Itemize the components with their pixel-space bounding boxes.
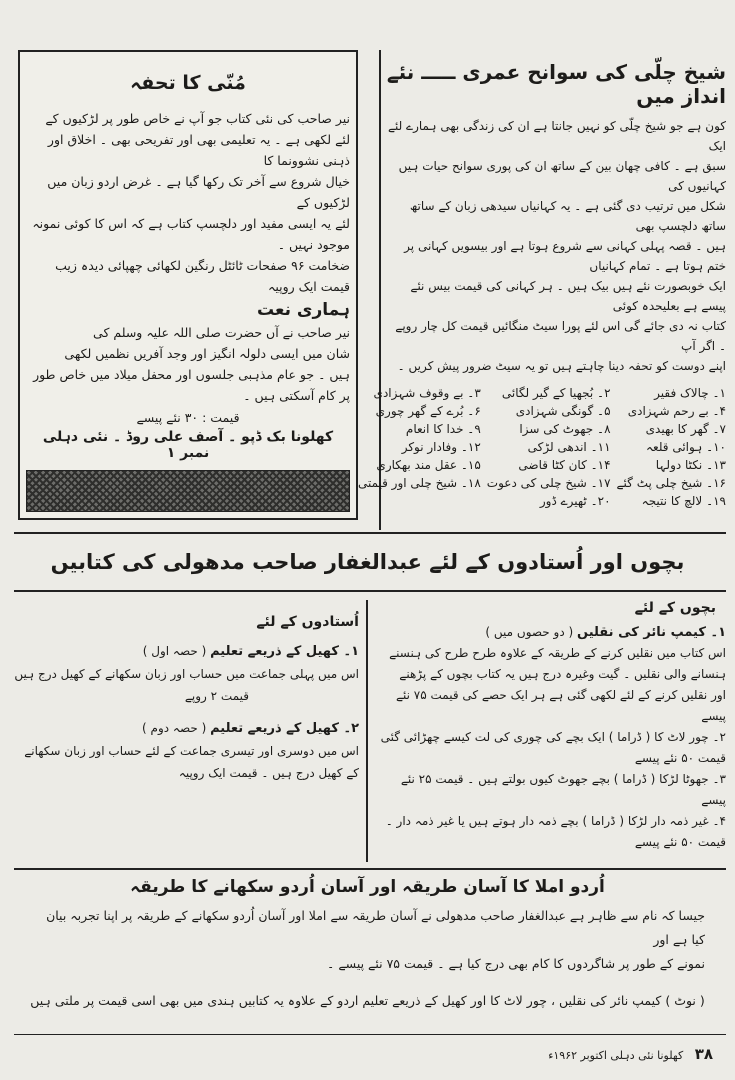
naat-body [26, 322, 350, 406]
story-line: شکل میں ترتیب دی گئی ہے ۔ یہ کہانیاں سیدھی زبان کے ساتھ ساتھ دلچسپ بھی [409, 199, 726, 233]
book-line: اس کتاب میں نقلیں کرنے کے طریقہ کے علاوہ طرح طرح کی ہنسنے [389, 646, 726, 660]
book-line: اس میں پہلی جماعت میں حساب اور زبان سکھانے کے کھیل درج ہیں [14, 667, 359, 681]
list-item: ۱۷۔ شیخ چلی کی دعوت [486, 476, 611, 490]
sheikh-chilli-ad [357, 50, 726, 530]
list-item: ۱۵۔ عقل مند بھکاری [376, 458, 481, 472]
list-item: ۱۹۔ لالچ کا نتیجہ [641, 494, 726, 508]
list-item: ۲۰۔ ٹھیرے ڈور [539, 494, 611, 508]
list-item: ۱۴۔ کان کٹا قاضی [518, 458, 611, 472]
story-line: ہیں ۔ قصہ پہلی کہانی سے شروع ہوتا ہے اور بیسویں کہانی پر ختم ہوتا ہے ۔ تمام کہانیاں [404, 239, 726, 273]
book-title: ۱۔ کھیل کے ذریعے تعلیم [210, 644, 359, 659]
books-section [14, 600, 726, 865]
book-title: ۱۔ کیمپ نائر کی نقلیں [577, 625, 726, 640]
list-item: ۱۲۔ وفادار نوکر [401, 440, 481, 454]
naat-price: قیمت : ۳۰ نئے پیسے [136, 410, 240, 425]
story-titles-list [357, 386, 726, 508]
gift-ad-box [18, 50, 358, 520]
list-item: ۹۔ خدا کا انعام [405, 422, 481, 436]
list-item: ۱۰۔ ہوائی قلعہ [646, 440, 726, 454]
book-note: ( حصہ دوم ) [142, 721, 207, 735]
book-note: ( دو حصوں میں ) [485, 625, 574, 639]
list-item: ۱۱۔ اندھی لڑکی [527, 440, 611, 454]
story-line: سبق ہے ۔ کافی چھان بین کے ساتھ ان کی پوری سوانح حیات ہیں کہانیوں کی [398, 159, 726, 193]
book-line: ۲۔ چور لاٹ کا ( ڈراما ) ایک بچے کی چوری کی لت کیسے چھڑائی گئی قیمت ۵۰ نئے پیسے [380, 730, 726, 765]
story-line: اپنے دوست کو تحفہ دینا چاہتے ہیں تو یہ سیٹ ضرور پیش کریں ۔ [397, 359, 726, 373]
gift-line: ضخامت ۹۶ صفحات ٹائٹل رنگین لکھائی چھپائی دیدہ زیب قیمت ایک روپیہ [55, 258, 350, 294]
teachers-label: اُستادوں کے لئے [256, 614, 359, 630]
method-line: جیسا کہ نام سے ظاہر ہے عبدالغفار صاحب مدھولی نے آسان طریقہ سے املا اور آسان اُردو سکھانے کے طریقہ پر اپنا تجربہ بیان کیا ہے اور [46, 908, 705, 947]
column-divider [366, 600, 368, 862]
book-entry [376, 622, 726, 643]
gift-title: مُنّی کا تحفہ [130, 72, 246, 94]
book-entry [14, 640, 359, 663]
page-number: ۳۸ [694, 1045, 713, 1063]
book-title: ۲۔ کھیل کے ذریعے تعلیم [210, 721, 359, 736]
book-line: ہنسانے والی نقلیں ۔ گیت وغیرہ درج ہیں یہ کتاب بچوں کے پڑھنے [399, 667, 726, 681]
book-line: اس میں دوسری اور تیسری جماعت کے لئے حساب اور زبان سکھانے [24, 744, 359, 758]
list-item: ۳۔ بے وقوف شہزادی [373, 386, 481, 400]
book-line: ۳۔ جھوٹا لڑکا ( ڈراما ) بچے جھوٹ کیوں بولتے ہیں ۔ قیمت ۲۵ نئے پیسے [400, 772, 726, 807]
list-item: ۱۶۔ شیخ چلی پٹ گئے [616, 476, 726, 490]
story-line: کتاب نہ دی جائے گی اس لئے پورا سیٹ منگائیں قیمت کل چار روپے ۔ اگر آپ [395, 319, 726, 353]
gift-line: نیر صاحب کی نئی کتاب جو آپ نے خاص طور پر لڑکیوں کے [45, 111, 350, 126]
book-line: قیمت ۲ روپے [184, 689, 249, 703]
page-footer [548, 1045, 713, 1063]
hatched-band [26, 470, 350, 512]
list-item: ۲۔ بُجھیا کے گیر لگائی [501, 386, 611, 400]
method-title: اُردو املا کا آسان طریقہ اور آسان اُردو سکھانے کا طریقہ [130, 877, 605, 897]
teacher-books [14, 614, 359, 784]
top-section [14, 40, 726, 530]
list-item: ۵۔ گونگی شہزادی [515, 404, 611, 418]
footer-divider [14, 1034, 726, 1035]
naat-line: نیر صاحب نے آں حضرت صلی اللہ علیہ وسلم کی [93, 325, 350, 340]
kids-label: بچوں کے لئے [634, 600, 716, 616]
list-item: ۴۔ بے رحم شہزادی [627, 404, 726, 418]
gift-line: خیال شروع سے آخر تک رکھا گیا ہے ۔ غرض اردو زبان میں لڑکیوں کے [47, 174, 350, 210]
book-entry [14, 717, 359, 740]
publisher-line: کھلونا بک ڈپو ۔ آصف علی روڈ ۔ نئی دہلی نمبر ۱ [42, 429, 334, 461]
section-divider [14, 590, 726, 592]
note-line: ( نوٹ ) کیمپ نائر کی نقلیں ، چور لاٹ کا اور کھیل کے ذریعے تعلیم اردو کے علاوہ یہ کتابیں ہندی میں بھی اسی قیمت پر ملتی ہیں [30, 993, 705, 1008]
book-line: اور نقلیں کرنے کے لئے لکھی گئی ہے ہر ایک حصے کی قیمت ۷۵ نئے پیسے [395, 688, 726, 723]
story-line: کون ہے جو شیخ چلّی کو نہیں جانتا ہے ان کی زندگی بھی ہمارے لئے ایک [387, 119, 726, 153]
story-body [386, 116, 726, 376]
story-line: ایک خوبصورت نئے ہیں بیک ہیں ۔ ہر کہانی کی قیمت بیس نئے پیسے ہے بعلیحدہ کوئی [410, 279, 726, 313]
gift-line: لئے لکھی ہے ۔ یہ تعلیمی بھی اور تفریحی بھی ۔ اخلاق اور ذہنی نشوونما کا [47, 132, 350, 168]
method-line: نمونے کے طور پر شاگردوں کا کام بھی درج کیا ہے ۔ قیمت ۷۵ نئے پیسے ۔ [327, 956, 705, 971]
list-item: ۱۳۔ نکٹا دولہا [655, 458, 726, 472]
method-body [30, 904, 705, 976]
issue-info: کھلونا نئی دہلی اکتوبر ۱۹۶۲ء [548, 1049, 684, 1062]
books-title: بچوں اور اُستادوں کے لئے عبدالغفار صاحب مدھولی کی کتابیں [50, 550, 685, 574]
naat-title: ہماری نعت [256, 300, 350, 320]
list-item: ۷۔ گھر کا بھیدی [645, 422, 726, 436]
story-title: شیخ چلّی کی سوانح عمری ـــــ نئے انداز میں [386, 60, 726, 108]
kids-books [376, 600, 726, 853]
gift-body [26, 108, 350, 297]
naat-line: ہیں ۔ جو عام مذہبی جلسوں اور محفل میلاد میں خاص طور پر کام آسکتی ہیں ۔ [33, 367, 350, 403]
section-divider [14, 532, 726, 534]
book-line: کے کھیل درج ہیں ۔ قیمت ایک روپیہ [178, 766, 359, 780]
gift-line: لئے یہ ایسی مفید اور دلچسپ کتاب ہے کہ اس کا کوئی نمونہ موجود نہیں ۔ [32, 216, 350, 252]
list-item: ۱۸۔ شیخ چلی اور قیمتی [357, 476, 481, 490]
list-item: ۸۔ جھوٹ کی سزا [519, 422, 611, 436]
gift-ad-content [26, 58, 350, 468]
book-note: ( حصہ اول ) [142, 644, 207, 658]
list-item: ۱۔ چالاک فقیر [654, 386, 726, 400]
naat-line: شان میں ایسی دلولہ انگیز اور وجد آفریں نظمیں لکھی [64, 346, 350, 361]
section-divider [14, 868, 726, 870]
list-item: ۶۔ بُرے کے گھر چوری [375, 404, 481, 418]
book-line: ۴۔ غیر ذمہ دار لڑکا ( ڈراما ) بچے ذمہ دار ہوتے ہیں یا غیر ذمہ دار ۔ قیمت ۵۰ نئے پیسے [385, 814, 726, 849]
